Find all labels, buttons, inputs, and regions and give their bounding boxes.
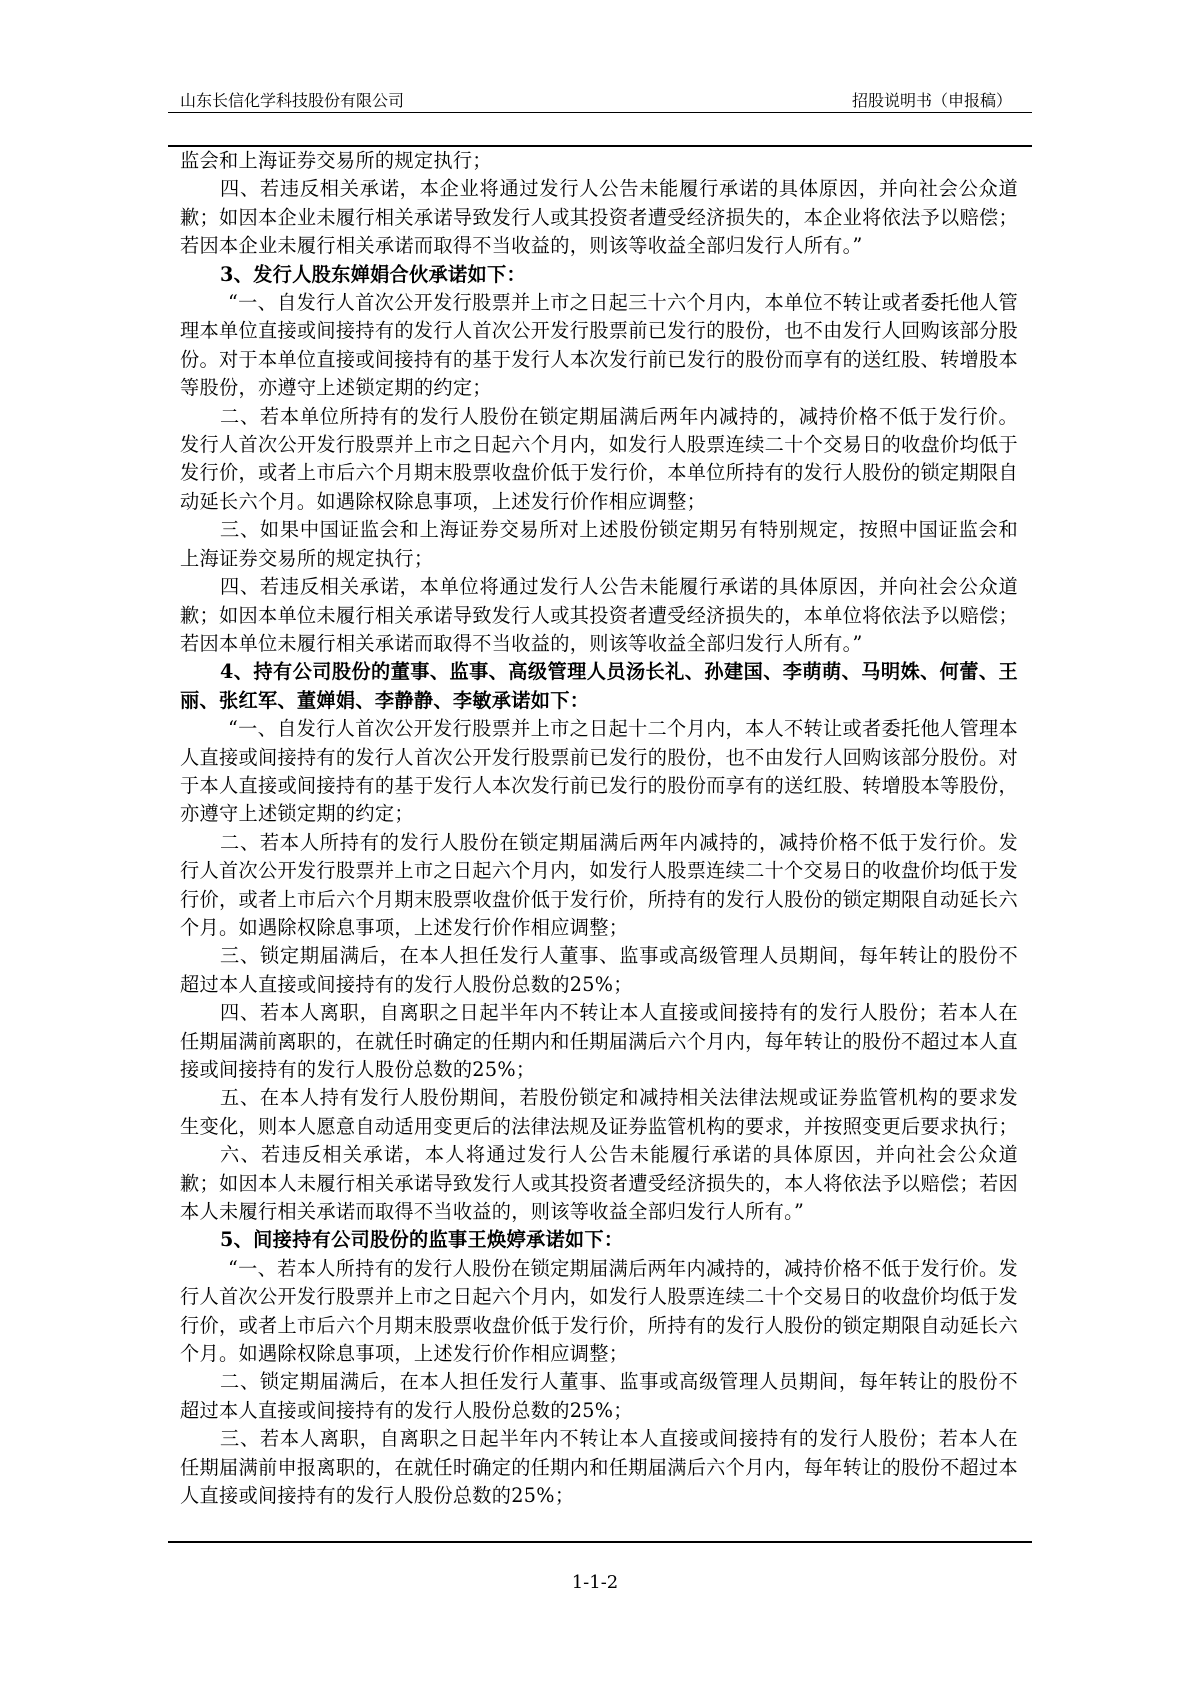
page-header [180, 84, 1020, 110]
paragraph-8: “一、自发行人首次公开发行股票并上市之日起十二个月内，本人不转让或者委托他人管理本人直接或间接持有的发行人首次公开发行股票前已发行的股份，也不由发行人回购该部分股份。对于本人直接或间接持有的基于发行人本次发行前已发行的股份而享有的送红股、转增股本等股份，亦遵守上述锁定期的约定； [180, 717, 1018, 826]
paragraph-3: “一、自发行人首次公开发行股票并上市之日起三十六个月内，本单位不转让或者委托他人管理本单位直接或间接持有的发行人首次公开发行股票前已发行的股份，也不由发行人回购该部分股份。对于本单位直接或间接持有的基于发行人本次发行前已发行的股份而享有的送红股、转增股本等股份，亦遵守上述锁定期的约定； [180, 291, 1018, 400]
paragraph-5: 三、如果中国证监会和上海证券交易所对上述股份锁定期另有特别规定，按照中国证监会和上海证券交易所的规定执行； [180, 518, 1018, 570]
paragraph-10: 三、锁定期届满后，在本人担任发行人董事、监事或高级管理人员期间，每年转让的股份不超过本人直接或间接持有的发行人股份总数的25%； [180, 944, 1018, 996]
section-heading-4: 4、持有公司股份的董事、监事、高级管理人员汤长礼、孙建国、李萌萌、马明姝、何蕾、王丽、张红军、董婵娟、李静静、李敏承诺如下： [180, 660, 1018, 712]
paragraph-13: 六、若违反相关承诺，本人将通过发行人公告未能履行承诺的具体原因，并向社会公众道歉；如因本人未履行相关承诺导致发行人或其投资者遭受经济损失的，本人将依法予以赔偿；若因本人未履行相关承诺而取得不当收益的，则该等收益全部归发行人所有。” [180, 1143, 1018, 1224]
footer-rule [168, 1541, 1032, 1543]
header-company-name: 山东长信化学科技股份有限公司 [180, 91, 405, 110]
paragraph-9: 二、若本人所持有的发行人股份在锁定期届满后两年内减持的，减持价格不低于发行价。发行人首次公开发行股票并上市之日起六个月内，如发行人股票连续二十个交易日的收盘价均低于发行价，或者上市后六个月期末股票收盘价低于发行价，所持有的发行人股份的锁定期限自动延长六个月。如遇除权除息事项，上述发行价作相应调整； [180, 830, 1018, 939]
paragraph-17: 三、若本人离职，自离职之日起半年内不转让本人直接或间接持有的发行人股份；若本人在任期届满前申报离职的，在就任时确定的任期内和任期届满后六个月内，每年转让的股份不超过本人直接或间接持有的发行人股份总数的25%； [180, 1427, 1018, 1508]
document-body [180, 147, 1018, 1511]
header-rule [168, 112, 1032, 113]
header-document-type: 招股说明书（申报稿） [851, 91, 1012, 110]
paragraph-16: 二、锁定期届满后，在本人担任发行人董事、监事或高级管理人员期间，每年转让的股份不超过本人直接或间接持有的发行人股份总数的25%； [180, 1370, 1018, 1422]
page-number: 1-1-2 [571, 1572, 619, 1593]
paragraph-4: 二、若本单位所持有的发行人股份在锁定期届满后两年内减持的，减持价格不低于发行价。发行人首次公开发行股票并上市之日起六个月内，如发行人股票连续二十个交易日的收盘价均低于发行价，或者上市后六个月期末股票收盘价低于发行价，本单位所持有的发行人股份的锁定期限自动延长六个月。如遇除权除息事项，上述发行价作相应调整； [180, 404, 1018, 513]
paragraph-11: 四、若本人离职，自离职之日起半年内不转让本人直接或间接持有的发行人股份；若本人在任期届满前离职的，在就任时确定的任期内和任期届满后六个月内，每年转让的股份不超过本人直接或间接持有的发行人股份总数的25%； [180, 1001, 1018, 1081]
section-heading-3: 3、发行人股东婵娟合伙承诺如下： [220, 262, 526, 286]
paragraph-1: 四、若违反相关承诺，本企业将通过发行人公告未能履行承诺的具体原因，并向社会公众道歉；如因本企业未履行相关承诺导致发行人或其投资者遭受经济损失的，本企业将依法予以赔偿；若因本企业未履行相关承诺而取得不当收益的，则该等收益全部归发行人所有。” [180, 177, 1018, 258]
section-heading-5: 5、间接持有公司股份的监事王焕婷承诺如下： [220, 1228, 624, 1252]
paragraph-0: 监会和上海证券交易所的规定执行； [180, 149, 492, 172]
paragraph-15: “一、若本人所持有的发行人股份在锁定期届满后两年内减持的，减持价格不低于发行价。发行人首次公开发行股票并上市之日起六个月内，如发行人股票连续二十个交易日的收盘价均低于发行价，或者上市后六个月期末股票收盘价低于发行价，所持有的发行人股份的锁定期限自动延长六个月。如遇除权除息事项，上述发行价作相应调整； [180, 1256, 1018, 1366]
paragraph-6: 四、若违反相关承诺，本单位将通过发行人公告未能履行承诺的具体原因，并向社会公众道歉；如因本单位未履行相关承诺导致发行人或其投资者遭受经济损失的，本单位将依法予以赔偿；若因本单位未履行相关承诺而取得不当收益的，则该等收益全部归发行人所有。” [180, 575, 1018, 655]
paragraph-12: 五、在本人持有发行人股份期间，若股份锁定和减持相关法律法规或证券监管机构的要求发生变化，则本人愿意自动适用变更后的法律法规及证券监管机构的要求，并按照变更后要求执行； [180, 1086, 1018, 1138]
